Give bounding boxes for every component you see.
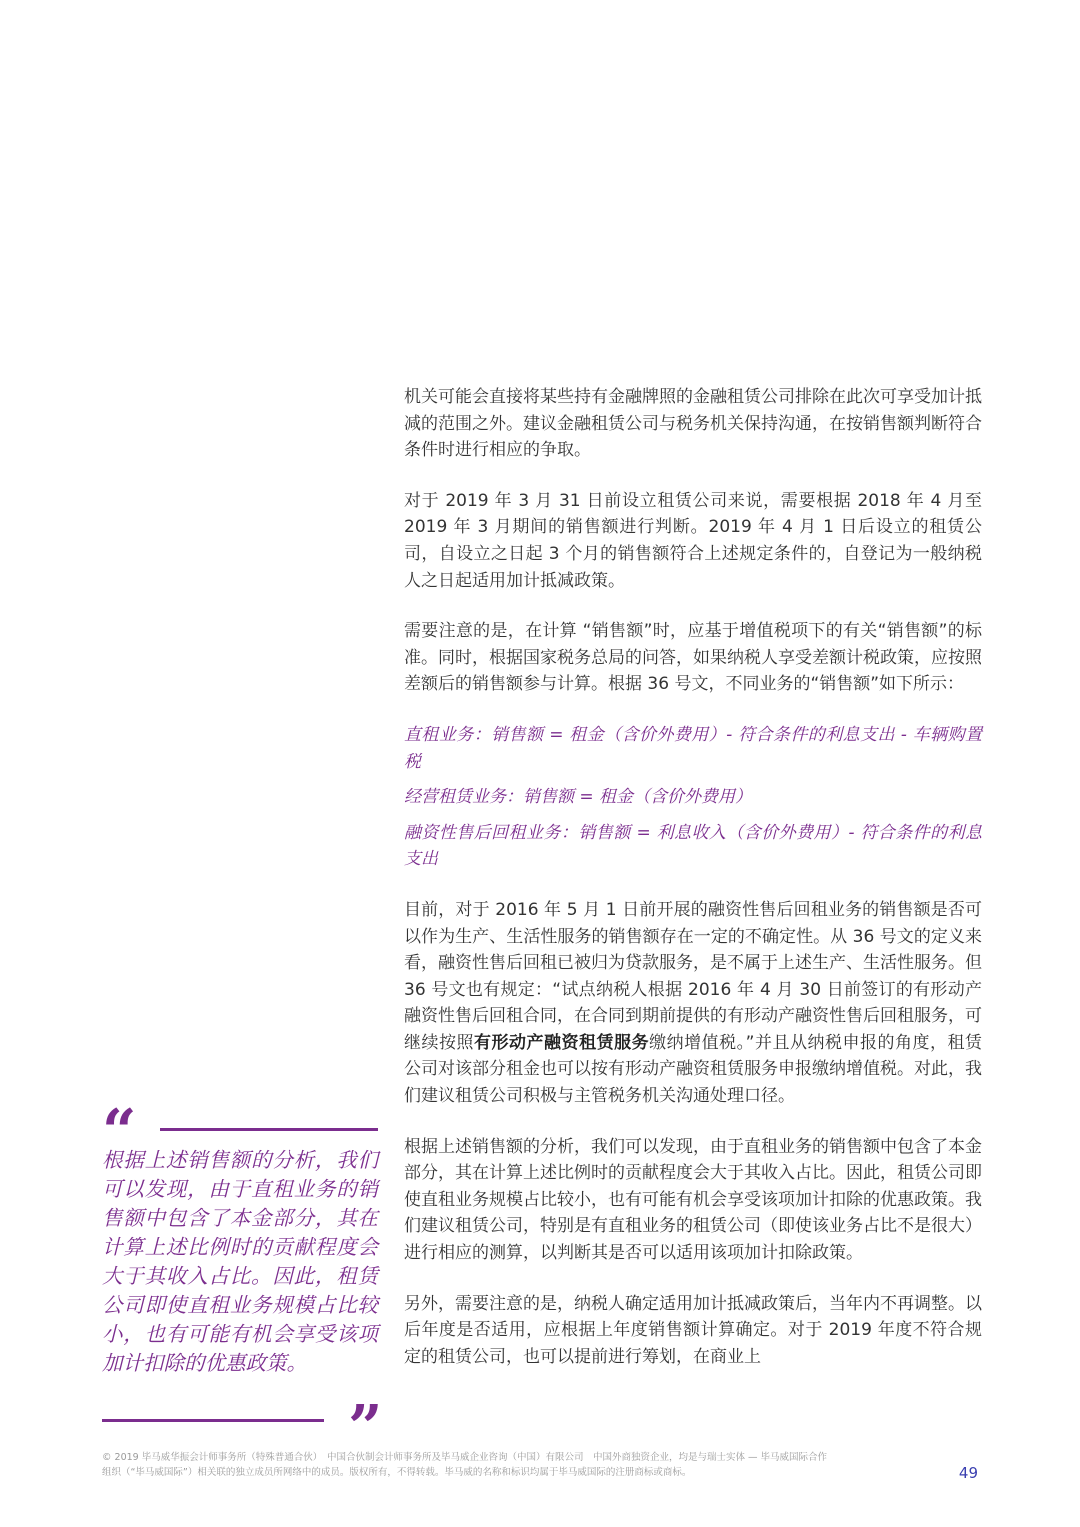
page-number: 49 [958, 1464, 978, 1482]
body-paragraph-4 [404, 897, 982, 1110]
open-quote-mark: “ [102, 1097, 137, 1167]
body-paragraph-1: 机关可能会直接将某些持有金融牌照的金融租赁公司排除在此次可享受加计抵减的范围之外。建议金融租赁公司与税务机关保持沟通，在按销售额判断符合条件时进行相应的争取。 [404, 387, 982, 461]
body-paragraph-5: 根据上述销售额的分析，我们可以发现，由于直租业务的销售额中包含了本金部分，其在计算上述比例时的贡献程度会大于其收入占比。因此，租赁公司即使直租业务规模占比较小，也有可能有机会享受该项加计扣除的优惠政策。我们建议租赁公司，特别是有直租业务的租赁公司（即使该业务占比不是很大）进行相应的测算，以判断其是否可以适用该项加计扣除政策。 [404, 1136, 982, 1264]
body-paragraph-4-bold: 有形动产融资租赁服务 [474, 1032, 650, 1053]
formula-direct-lease: 直租业务：销售额 = 租金（含价外费用）- 符合条件的利息支出 - 车辆购置税 [404, 724, 982, 772]
formula-operating-lease: 经营租赁业务：销售额 = 租金（含价外费用） [404, 787, 753, 808]
footer-copyright: © 2019 毕马威华振会计师事务所（特殊普通合伙） 中国合伙制会计师事务所及毕马威企业咨询（中国）有限公司 中国外商独资企业，均是与瑞士实体 — 毕马威国际合作组织（“毕马威国际”）相关联的独立成员所网络中的成员。版权所有，不得转载。毕马威的名称和标识均属于毕马威国际的注册商标或商标。 [102, 1452, 828, 1478]
pull-quote-text: 根据上述销售额的分析，我们可以发现，由于直租业务的销售额中包含了本金部分，其在计算上述比例时的贡献程度会大于其收入占比。因此，租赁公司即使直租业务规模占比较小，也有可能有机会享受该项加计扣除的优惠政策。 [102, 1148, 378, 1375]
body-paragraph-3: 需要注意的是，在计算 “销售额”时，应基于增值税项下的有关“销售额”的标准。同时，根据国家税务总局的问答，如果纳税人享受差额计税政策，应按照差额后的销售额参与计算。根据 36 号文，不同业务的“销售额”如下所示： [404, 621, 982, 695]
body-paragraph-2: 对于 2019 年 3 月 31 日前设立租赁公司来说，需要根据 2018 年 4 月至 2019 年 3 月期间的销售额进行判断。2019 年 4 月 1 日后设立的租赁公司，自设立之日起 3 个月的销售额符合上述规定条件的，自登记为一般纳税人之日起适用加计抵减政策。 [404, 490, 982, 591]
body-paragraph-4-part2: 缴纳增值税。”并且从纳税申报的角度，租赁公司对该部分租金也可以按有形动产融资租赁服务申报缴纳增值税。对此，我们建议租赁公司积极与主管税务机关沟通处理口径。 [404, 1032, 983, 1107]
close-quote-mark: ” [348, 1393, 383, 1463]
main-text-column [404, 384, 982, 1370]
formula-sale-leaseback: 融资性售后回租业务：销售额 = 利息收入（含价外费用）- 符合条件的利息支出 [404, 822, 982, 870]
body-paragraph-4-part1: 目前，对于 2016 年 5 月 1 日前开展的融资性售后回租业务的销售额是否可以作为生产、生活性服务的销售额存在一定的不确定性。从 36 号文的定义来看，融资性售后回租已被归为贷款服务，是不属于上述生产、生活性服务。但 36 号文也有规定：“试点纳税人根据 2016 年 4 月 30 日前签订的有形动产融资性售后回租合同，在合同到期前提供的有形动产融资性售后回租服务，可继续按照 [404, 899, 982, 1053]
body-paragraph-6: 另外，需要注意的是，纳税人确定适用加计抵减政策后，当年内不再调整。以后年度是否适用，应根据上年度销售额计算确定。对于 2019 年度不符合规定的租赁公司，也可以提前进行筹划，在商业上 [404, 1293, 982, 1367]
pull-quote-top-rule [160, 1128, 378, 1131]
pull-quote-bottom-rule [102, 1419, 324, 1422]
